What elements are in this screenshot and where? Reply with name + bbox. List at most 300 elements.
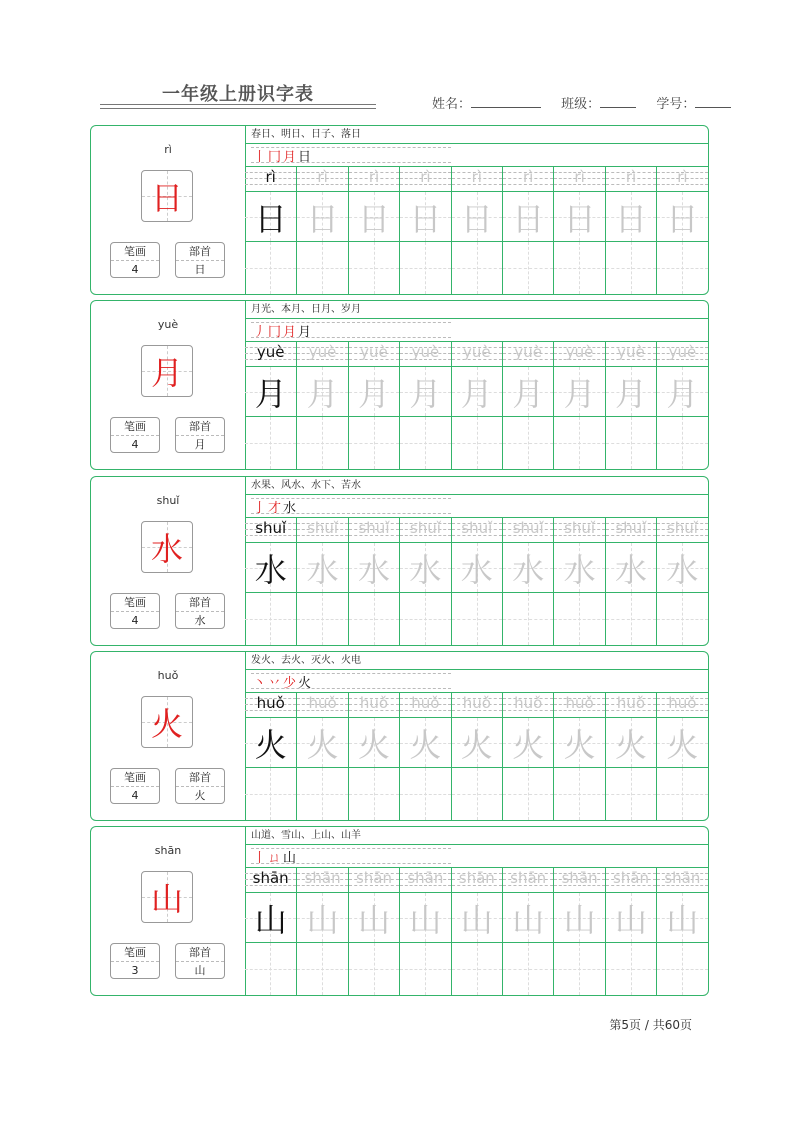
practice-column[interactable]	[502, 341, 553, 469]
character-trace: 山	[409, 900, 442, 939]
tian-grid-cell[interactable]	[606, 892, 656, 943]
practice-column[interactable]	[399, 341, 450, 469]
blank-practice-cell[interactable]	[297, 417, 347, 469]
pinyin-trace: rì	[523, 168, 534, 186]
pinyin-trace: huǒ	[308, 694, 337, 712]
blank-practice-cell[interactable]	[400, 943, 450, 995]
pinyin-cell[interactable]	[452, 517, 502, 541]
stroke-order-row	[245, 845, 708, 868]
practice-column[interactable]	[553, 166, 604, 294]
character-trace: 日	[512, 199, 545, 238]
practice-column[interactable]	[296, 341, 347, 469]
practice-grid	[245, 692, 708, 822]
pinyin-cell[interactable]	[349, 692, 399, 716]
blank-practice-cell[interactable]	[349, 943, 399, 995]
blank-practice-cell[interactable]	[452, 943, 502, 995]
stroke-order-row	[245, 495, 708, 518]
practice-column[interactable]	[605, 517, 656, 645]
blank-practice-cell[interactable]	[349, 417, 399, 469]
practice-column[interactable]	[348, 341, 399, 469]
stroke-step: 丷	[268, 676, 282, 691]
tian-grid-cell[interactable]	[606, 717, 656, 768]
practice-column[interactable]	[553, 867, 604, 995]
pinyin-trace: yuè	[565, 343, 594, 361]
pinyin-trace: shān	[355, 869, 392, 887]
student-fields	[432, 93, 739, 112]
pinyin-cell[interactable]	[349, 867, 399, 891]
tian-grid-cell[interactable]	[349, 191, 399, 242]
pinyin-cell[interactable]	[554, 517, 604, 541]
blank-practice-cell[interactable]	[452, 417, 502, 469]
name-field[interactable]	[432, 93, 541, 112]
practice-column[interactable]	[502, 867, 553, 995]
blank-practice-cell[interactable]	[606, 417, 656, 469]
stroke-count-box	[110, 417, 160, 453]
practice-column[interactable]	[605, 166, 656, 294]
pinyin-trace: shuǐ	[461, 519, 493, 537]
blank-practice-cell[interactable]	[297, 768, 347, 820]
blank-practice-cell[interactable]	[297, 943, 347, 995]
practice-column[interactable]	[399, 517, 450, 645]
character-trace: 日	[460, 199, 493, 238]
pinyin-cell[interactable]	[297, 692, 347, 716]
practice-column[interactable]	[348, 692, 399, 820]
pinyin-cell[interactable]	[606, 517, 656, 541]
pinyin-cell[interactable]	[245, 166, 296, 190]
practice-column[interactable]	[605, 692, 656, 820]
stroke-step: 丶	[253, 676, 267, 691]
tian-grid-cell[interactable]	[452, 542, 502, 593]
pinyin-trace: shuǐ	[409, 519, 441, 537]
tian-grid-cell[interactable]	[554, 191, 604, 242]
stroke-step: 月	[283, 150, 297, 165]
character-trace: 山	[512, 900, 545, 939]
blank-practice-cell[interactable]	[606, 768, 656, 820]
practice-column[interactable]	[245, 341, 296, 469]
character-card	[90, 300, 709, 470]
tian-grid-cell[interactable]	[503, 191, 553, 242]
tian-grid-cell[interactable]	[349, 892, 399, 943]
character-trace: 月	[666, 374, 699, 413]
practice-column[interactable]	[656, 867, 707, 995]
stroke-step: 火	[298, 676, 312, 691]
character-trace: 山	[614, 900, 647, 939]
tian-grid-cell[interactable]	[245, 892, 296, 943]
blank-practice-cell[interactable]	[349, 242, 399, 294]
character-card	[90, 826, 709, 996]
pinyin-trace: yuè	[668, 343, 697, 361]
blank-practice-cell[interactable]	[245, 943, 296, 995]
character-trace: 水	[254, 550, 287, 589]
stroke-count-label: 笔画	[111, 944, 159, 962]
page-number: 第5页 / 共60页	[609, 1018, 692, 1032]
pinyin-cell[interactable]	[349, 517, 399, 541]
pinyin-cell[interactable]	[657, 166, 707, 190]
character-pinyin: yuè	[157, 318, 179, 331]
tian-grid-cell[interactable]	[400, 892, 450, 943]
character-pinyin: shuǐ	[156, 494, 180, 507]
practice-column[interactable]	[451, 341, 502, 469]
practice-column[interactable]	[553, 692, 604, 820]
tian-grid-cell[interactable]	[606, 366, 656, 417]
stroke-count-box	[110, 242, 160, 278]
practice-area	[245, 652, 708, 820]
pinyin-trace: huǒ	[411, 694, 440, 712]
blank-practice-cell[interactable]	[503, 768, 553, 820]
stroke-count-box	[110, 768, 160, 804]
page-header	[0, 0, 800, 125]
practice-column[interactable]	[399, 692, 450, 820]
radical-value: 日	[194, 263, 206, 276]
character-box	[141, 345, 193, 397]
tian-grid-cell[interactable]	[400, 366, 450, 417]
pinyin-cell[interactable]	[554, 867, 604, 891]
number-label: 学号：	[656, 97, 696, 112]
pinyin-cell[interactable]	[657, 692, 707, 716]
stroke-step: ㄩ	[268, 851, 282, 866]
blank-practice-cell[interactable]	[657, 943, 707, 995]
pinyin-cell[interactable]	[657, 341, 707, 365]
tian-grid-cell[interactable]	[245, 366, 296, 417]
pinyin-trace: huǒ	[668, 694, 697, 712]
blank-practice-cell[interactable]	[349, 768, 399, 820]
radical-box	[175, 242, 225, 278]
pinyin-cell[interactable]	[400, 341, 450, 365]
pinyin-trace: huǒ	[462, 694, 491, 712]
tian-grid-cell[interactable]	[452, 892, 502, 943]
blank-practice-cell[interactable]	[606, 943, 656, 995]
pinyin-trace: rì	[574, 168, 585, 186]
class-blank[interactable]	[600, 95, 636, 108]
pinyin-cell[interactable]	[554, 692, 604, 716]
class-field[interactable]	[561, 93, 636, 112]
pinyin-cell[interactable]	[503, 166, 553, 190]
tian-grid-cell[interactable]	[297, 366, 347, 417]
blank-practice-cell[interactable]	[657, 768, 707, 820]
practice-column[interactable]	[296, 867, 347, 995]
tian-grid-cell[interactable]	[657, 892, 707, 943]
blank-practice-cell[interactable]	[554, 242, 604, 294]
pinyin-cell[interactable]	[400, 867, 450, 891]
practice-grid	[245, 867, 708, 997]
practice-column[interactable]	[502, 692, 553, 820]
character-summary	[91, 126, 246, 294]
blank-practice-cell[interactable]	[452, 768, 502, 820]
character-trace: 日	[563, 199, 596, 238]
radical-box	[175, 943, 225, 979]
character-trace: 水	[409, 550, 442, 589]
blank-practice-cell[interactable]	[554, 943, 604, 995]
character-trace: 山	[666, 900, 699, 939]
tian-grid-cell[interactable]	[297, 717, 347, 768]
pinyin-trace: yuè	[514, 343, 542, 361]
pinyin-cell[interactable]	[606, 867, 656, 891]
character-trace: 月	[512, 374, 545, 413]
pinyin-trace: shuǐ	[512, 519, 544, 537]
tian-grid-cell[interactable]	[245, 542, 296, 593]
stroke-count-label: 笔画	[111, 594, 159, 612]
tian-grid-cell[interactable]	[503, 717, 553, 768]
character-trace: 月	[254, 374, 287, 413]
practice-column[interactable]	[399, 867, 450, 995]
blank-practice-cell[interactable]	[452, 593, 502, 645]
blank-practice-cell[interactable]	[400, 242, 450, 294]
pinyin-cell[interactable]	[452, 867, 502, 891]
pinyin-cell[interactable]	[452, 166, 502, 190]
pinyin-trace: rì	[265, 168, 276, 186]
practice-column[interactable]	[502, 166, 553, 294]
pinyin-cell[interactable]	[503, 341, 553, 365]
pinyin-trace: shān	[561, 869, 598, 887]
pinyin-cell[interactable]	[245, 867, 296, 891]
character-trace: 日	[306, 199, 339, 238]
practice-column[interactable]	[502, 517, 553, 645]
character-glyph: 日	[150, 179, 183, 217]
stroke-step: 月	[298, 325, 312, 340]
blank-practice-cell[interactable]	[503, 242, 553, 294]
pinyin-trace: yuè	[462, 343, 491, 361]
pinyin-cell[interactable]	[245, 517, 296, 541]
practice-column[interactable]	[451, 166, 502, 294]
stroke-count-value: 4	[131, 614, 139, 627]
practice-column[interactable]	[296, 692, 347, 820]
practice-column[interactable]	[348, 867, 399, 995]
tian-grid-cell[interactable]	[400, 717, 450, 768]
practice-column[interactable]	[399, 166, 450, 294]
number-blank[interactable]	[695, 95, 731, 108]
blank-practice-cell[interactable]	[297, 593, 347, 645]
stroke-sequence	[253, 146, 313, 165]
pinyin-cell[interactable]	[400, 166, 450, 190]
blank-practice-cell[interactable]	[657, 593, 707, 645]
pinyin-trace: yuè	[617, 343, 645, 361]
blank-practice-cell[interactable]	[657, 417, 707, 469]
tian-grid-cell[interactable]	[606, 191, 656, 242]
pinyin-cell[interactable]	[297, 166, 347, 190]
character-trace: 月	[460, 374, 493, 413]
practice-column[interactable]	[296, 166, 347, 294]
pinyin-trace: shān	[304, 869, 341, 887]
practice-column[interactable]	[245, 166, 296, 294]
character-trace: 月	[409, 374, 442, 413]
blank-practice-cell[interactable]	[606, 593, 656, 645]
pinyin-cell[interactable]	[606, 341, 656, 365]
character-card	[90, 651, 709, 821]
example-words: 春日、明日、日子、落日	[245, 126, 708, 144]
tian-grid-cell[interactable]	[554, 542, 604, 593]
stroke-count-label: 笔画	[111, 418, 159, 436]
tian-grid-cell[interactable]	[606, 542, 656, 593]
tian-grid-cell[interactable]	[503, 366, 553, 417]
pinyin-cell[interactable]	[297, 341, 347, 365]
radical-label: 部首	[176, 594, 224, 612]
pinyin-cell[interactable]	[349, 341, 399, 365]
blank-practice-cell[interactable]	[400, 768, 450, 820]
character-trace: 火	[563, 725, 596, 764]
number-field[interactable]	[656, 93, 731, 112]
tian-grid-cell[interactable]	[657, 191, 707, 242]
tian-grid-cell[interactable]	[297, 191, 347, 242]
practice-column[interactable]	[245, 867, 296, 995]
practice-column[interactable]	[605, 867, 656, 995]
practice-column[interactable]	[245, 517, 296, 645]
practice-column[interactable]	[605, 341, 656, 469]
stroke-count-value: 3	[131, 964, 139, 977]
blank-practice-cell[interactable]	[245, 417, 296, 469]
blank-practice-cell[interactable]	[245, 768, 296, 820]
tian-grid-cell[interactable]	[657, 366, 707, 417]
practice-grid	[245, 341, 708, 471]
stroke-step: 水	[283, 501, 297, 516]
title-underline	[100, 104, 376, 109]
pinyin-cell[interactable]	[503, 692, 553, 716]
practice-column[interactable]	[451, 867, 502, 995]
pinyin-cell[interactable]	[245, 341, 296, 365]
practice-column[interactable]	[656, 692, 707, 820]
blank-practice-cell[interactable]	[554, 768, 604, 820]
character-summary	[91, 652, 246, 820]
character-trace: 火	[460, 725, 493, 764]
practice-column[interactable]	[553, 517, 604, 645]
character-trace: 月	[563, 374, 596, 413]
pinyin-cell[interactable]	[503, 867, 553, 891]
practice-column[interactable]	[348, 517, 399, 645]
blank-practice-cell[interactable]	[245, 593, 296, 645]
character-trace: 日	[409, 199, 442, 238]
stroke-sequence	[253, 321, 313, 340]
tian-grid-cell[interactable]	[245, 191, 296, 242]
pinyin-cell[interactable]	[349, 166, 399, 190]
pinyin-cell[interactable]	[657, 867, 707, 891]
tian-grid-cell[interactable]	[400, 542, 450, 593]
pinyin-cell[interactable]	[452, 341, 502, 365]
tian-grid-cell[interactable]	[297, 892, 347, 943]
pinyin-trace: rì	[317, 168, 328, 186]
tian-grid-cell[interactable]	[554, 366, 604, 417]
practice-area	[245, 301, 708, 469]
blank-practice-cell[interactable]	[503, 943, 553, 995]
stroke-count-box	[110, 943, 160, 979]
tian-grid-cell[interactable]	[554, 717, 604, 768]
pinyin-cell[interactable]	[657, 517, 707, 541]
stroke-sequence	[253, 672, 313, 691]
pinyin-trace: yuè	[308, 343, 337, 361]
character-trace: 火	[666, 725, 699, 764]
radical-box	[175, 417, 225, 453]
blank-practice-cell[interactable]	[554, 417, 604, 469]
tian-grid-cell[interactable]	[452, 717, 502, 768]
blank-practice-cell[interactable]	[606, 242, 656, 294]
character-trace: 水	[666, 550, 699, 589]
pinyin-cell[interactable]	[452, 692, 502, 716]
stroke-sequence	[253, 847, 298, 866]
tian-grid-cell[interactable]	[349, 542, 399, 593]
tian-grid-cell[interactable]	[657, 717, 707, 768]
practice-column[interactable]	[553, 341, 604, 469]
tian-grid-cell[interactable]	[400, 191, 450, 242]
pinyin-cell[interactable]	[554, 166, 604, 190]
blank-practice-cell[interactable]	[657, 242, 707, 294]
pinyin-cell[interactable]	[554, 341, 604, 365]
blank-practice-cell[interactable]	[503, 593, 553, 645]
tian-grid-cell[interactable]	[349, 717, 399, 768]
practice-column[interactable]	[348, 166, 399, 294]
character-summary	[91, 827, 246, 995]
pinyin-trace: rì	[625, 168, 637, 186]
name-label: 姓名：	[432, 97, 472, 112]
radical-box	[175, 768, 225, 804]
blank-practice-cell[interactable]	[349, 593, 399, 645]
stroke-step: 才	[268, 501, 282, 516]
stroke-step: 丨	[253, 150, 267, 165]
pinyin-cell[interactable]	[245, 692, 296, 716]
tian-grid-cell[interactable]	[245, 717, 296, 768]
practice-column[interactable]	[656, 517, 707, 645]
tian-grid-cell[interactable]	[452, 366, 502, 417]
character-trace: 月	[357, 374, 390, 413]
stroke-step: 冂	[268, 150, 282, 165]
stroke-step: 月	[283, 325, 297, 340]
blank-practice-cell[interactable]	[245, 242, 296, 294]
practice-column[interactable]	[451, 517, 502, 645]
pinyin-trace: shuǐ	[358, 519, 390, 537]
tian-grid-cell[interactable]	[503, 892, 553, 943]
tian-grid-cell[interactable]	[297, 542, 347, 593]
blank-practice-cell[interactable]	[452, 242, 502, 294]
practice-column[interactable]	[451, 692, 502, 820]
radical-value: 火	[194, 789, 206, 802]
character-trace: 山	[460, 900, 493, 939]
pinyin-cell[interactable]	[503, 517, 553, 541]
character-pinyin: rì	[164, 143, 172, 156]
pinyin-trace: huǒ	[256, 694, 285, 712]
stroke-step: 丨	[253, 851, 267, 866]
tian-grid-cell[interactable]	[657, 542, 707, 593]
name-blank[interactable]	[471, 95, 541, 108]
character-trace: 水	[306, 550, 339, 589]
practice-column[interactable]	[656, 341, 707, 469]
practice-column[interactable]	[296, 517, 347, 645]
character-trace: 水	[460, 550, 493, 589]
tian-grid-cell[interactable]	[452, 191, 502, 242]
character-glyph: 水	[150, 530, 183, 568]
character-glyph: 山	[150, 880, 183, 918]
character-box	[141, 871, 193, 923]
pinyin-cell[interactable]	[400, 692, 450, 716]
tian-grid-cell[interactable]	[554, 892, 604, 943]
pinyin-cell[interactable]	[297, 517, 347, 541]
character-box	[141, 696, 193, 748]
pinyin-cell[interactable]	[400, 517, 450, 541]
blank-practice-cell[interactable]	[400, 593, 450, 645]
pinyin-cell[interactable]	[297, 867, 347, 891]
character-trace: 日	[254, 199, 287, 238]
practice-column[interactable]	[656, 166, 707, 294]
blank-practice-cell[interactable]	[400, 417, 450, 469]
blank-practice-cell[interactable]	[297, 242, 347, 294]
tian-grid-cell[interactable]	[503, 542, 553, 593]
pinyin-trace: yuè	[360, 343, 388, 361]
pinyin-trace: huǒ	[565, 694, 594, 712]
blank-practice-cell[interactable]	[554, 593, 604, 645]
blank-practice-cell[interactable]	[503, 417, 553, 469]
practice-column[interactable]	[245, 692, 296, 820]
pinyin-cell[interactable]	[606, 692, 656, 716]
radical-label: 部首	[176, 769, 224, 787]
character-trace: 水	[512, 550, 545, 589]
pinyin-cell[interactable]	[606, 166, 656, 190]
tian-grid-cell[interactable]	[349, 366, 399, 417]
